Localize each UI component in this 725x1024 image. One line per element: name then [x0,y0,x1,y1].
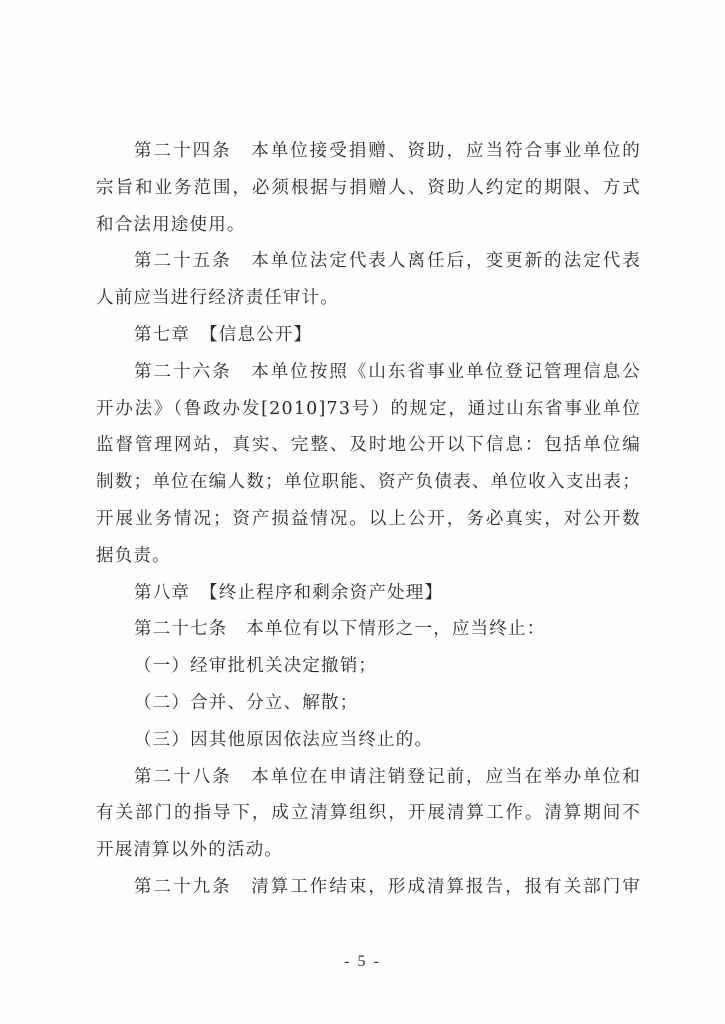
text-line: （二）合并、分立、解散； [134,692,359,713]
text-line: 第二十八条 本单位在申请注销登记前，应当在举办单位和 [134,766,641,787]
page-number: - 5 - [344,953,381,970]
text-line: 第二十九条 清算工作结束，形成清算报告，报有关部门审 [134,876,641,897]
text-line: 第二十七条 本单位有以下情形之一，应当终止： [134,619,546,640]
document-body [96,133,641,906]
text-line: 宗旨和业务范围，必须根据与捐赠人、资助人约定的期限、方式 [96,177,641,198]
text-line: 人前应当进行经济责任审计。 [96,288,340,309]
text-line: 第八章 【终止程序和剩余资产处理】 [134,582,444,603]
text-line: 第七章 【信息公开】 [134,324,313,345]
text-line: 开办法》（鲁政办发[2010]73号）的规定，通过山东省事业单位 [96,398,641,419]
text-line: （一）经审批机关决定撤销； [134,656,378,677]
text-line: 第二十六条 本单位按照《山东省事业单位登记管理信息公 [134,361,641,382]
text-line: 和合法用途使用。 [96,214,246,235]
text-line: 开展业务情况；资产损益情况。以上公开，务必真实，对公开数 [96,508,641,529]
text-line: 第二十四条 本单位接受捐赠、资助，应当符合事业单位的 [134,141,641,161]
text-line: （三）因其他原因依法应当终止的。 [134,729,434,750]
text-line: 有关部门的指导下，成立清算组织，开展清算工作。清算期间不 [96,803,641,824]
text-line: 开展清算以外的活动。 [96,840,283,861]
text-line: 据负责。 [96,545,171,566]
text-line: 制数；单位在编人数；单位职能、资产负债表、单位收入支出表； [96,472,641,493]
text-line: 第二十五条 本单位法定代表人离任后，变更新的法定代表 [134,251,641,272]
text-line: 监督管理网站，真实、完整、及时地公开以下信息：包括单位编 [96,435,641,456]
